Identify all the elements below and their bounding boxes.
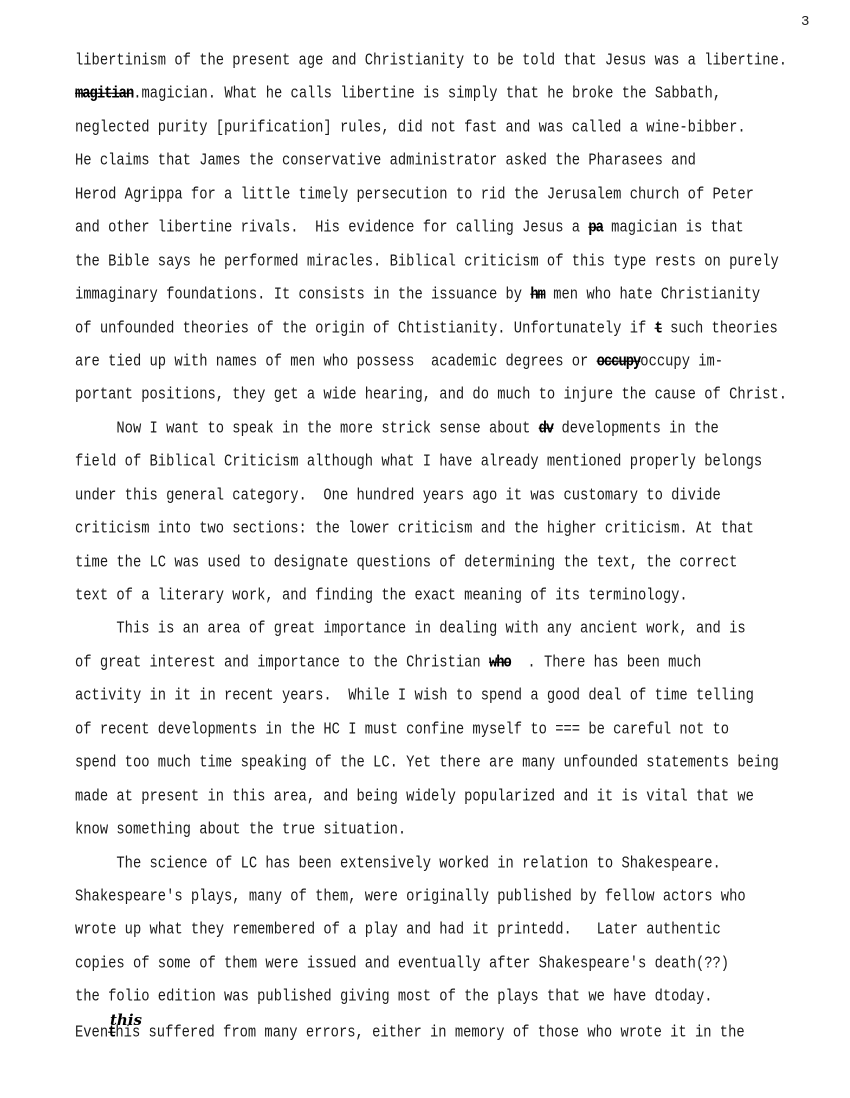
line-text: This is an area of great importance in dealing with any ancient work, and is bbox=[75, 620, 746, 639]
text-line bbox=[75, 951, 835, 979]
text-line bbox=[75, 349, 835, 377]
page-number: 3 bbox=[801, 14, 810, 30]
text-line bbox=[75, 315, 835, 343]
text-line bbox=[75, 483, 835, 511]
struck-text: t bbox=[108, 1024, 116, 1043]
text-line bbox=[75, 750, 835, 778]
line-text: Even bbox=[75, 1024, 109, 1043]
text-line bbox=[75, 248, 835, 276]
text-line bbox=[75, 783, 835, 811]
line-text: neglected purity [purification] rules, did not fast and was called a wine-bibber. bbox=[75, 119, 746, 138]
line-text: the folio edition was published giving most of the plays that we have dtoday. bbox=[75, 988, 713, 1007]
line-text: the Bible says he performed miracles. Biblical criticism of this type rests on purely bbox=[75, 253, 779, 271]
text-line bbox=[75, 917, 835, 945]
text-line bbox=[75, 416, 835, 444]
text-line bbox=[75, 549, 835, 577]
handwritten-insert: this bbox=[110, 1011, 142, 1029]
line-text: Herod Agrippa for a little timely persecution to rid the Jerusalem church of Peter bbox=[75, 186, 754, 205]
text-line bbox=[75, 382, 835, 410]
line-text: know something about the true situation. bbox=[75, 821, 407, 840]
line-text: activity in it in recent years. While I wish to spend a good deal of time telling bbox=[75, 687, 754, 706]
text-line bbox=[75, 449, 835, 477]
text-line bbox=[75, 850, 835, 878]
line-text: copies of some of them were issued and eventually after Shakespeare's death(??) bbox=[75, 955, 730, 974]
line-text: made at present in this area, and being widely popularized and it is vital that we bbox=[75, 788, 754, 806]
line-text: of recent developments in the HC I must confine myself to === be careful not to bbox=[75, 721, 730, 740]
struck-text: hm bbox=[530, 286, 545, 305]
text-line bbox=[75, 516, 835, 544]
line-text: portant positions, they get a wide hearing, and do much to injure the cause of Christ. bbox=[75, 386, 788, 405]
text-line bbox=[75, 984, 835, 1012]
text-line bbox=[75, 1020, 835, 1048]
line-text: men who hate Christianity bbox=[544, 286, 761, 305]
struck-text: occupy bbox=[596, 353, 641, 372]
text-line bbox=[75, 81, 835, 109]
line-text: wrote up what they remembered of a play and had it printedd. Later authentic bbox=[75, 921, 721, 940]
text-line bbox=[75, 817, 835, 845]
text-line bbox=[75, 215, 835, 243]
line-text: and other libertine rivals. His evidence for calling Jesus a bbox=[75, 219, 589, 238]
text-line bbox=[75, 650, 835, 678]
struck-text: who bbox=[488, 654, 511, 673]
text-line bbox=[75, 182, 835, 210]
line-text: developments in the bbox=[553, 420, 719, 439]
line-text: text of a literary work, and finding the exact meaning of its terminology. bbox=[75, 587, 688, 606]
line-text: The science of LC has been extensively worked in relation to Shakespeare. bbox=[75, 855, 721, 873]
line-text: Now I want to speak in the more strick sense about bbox=[75, 420, 539, 439]
line-text: such theories bbox=[661, 320, 778, 338]
line-text: criticism into two sections: the lower criticism and the higher criticism. At that bbox=[75, 520, 754, 539]
line-text: spend too much time speaking of the LC. Yet there are many unfounded statements being bbox=[75, 754, 779, 773]
line-text: are tied up with names of men who possess academic degrees or bbox=[75, 353, 597, 372]
line-text: of great interest and importance to the Christian bbox=[75, 654, 489, 673]
text-line bbox=[75, 115, 835, 143]
line-text: of unfounded theories of the origin of Chtistianity. Unfortunately if bbox=[75, 320, 655, 338]
line-text: under this general category. One hundred years ago it was customary to divide bbox=[75, 487, 721, 505]
struck-text: magitian bbox=[75, 85, 134, 104]
struck-text: dv bbox=[538, 420, 554, 439]
line-text: field of Biblical Criticism although what I have already mentioned properly belongs bbox=[75, 453, 763, 472]
text-line bbox=[75, 717, 835, 745]
line-text: .magician. What he calls libertine is simply that he broke the Sabbath, bbox=[133, 85, 722, 104]
line-text: libertinism of the present age and Christianity to be told that Jesus was a libertine. bbox=[75, 52, 788, 71]
line-text: Shakespeare's plays, many of them, were originally published by fellow actors who bbox=[75, 888, 746, 907]
line-text: his suffered from many errors, either in memory of those who wrote it in the bbox=[115, 1024, 745, 1043]
text-line bbox=[75, 884, 835, 912]
document-body bbox=[75, 50, 835, 1056]
text-line bbox=[75, 583, 835, 611]
text-line bbox=[75, 282, 835, 310]
line-text: immaginary foundations. It consists in the issuance by bbox=[75, 286, 531, 305]
line-text: . There has been much bbox=[510, 654, 702, 673]
text-line bbox=[75, 616, 835, 644]
text-line bbox=[75, 48, 835, 76]
struck-text: pa bbox=[588, 219, 603, 238]
text-line bbox=[75, 683, 835, 711]
line-text: magician is that bbox=[602, 219, 744, 238]
text-line bbox=[75, 148, 835, 176]
struck-text: t bbox=[654, 320, 662, 338]
line-text: occupy im- bbox=[640, 353, 724, 372]
line-text: He claims that James the conservative administrator asked the Pharasees and bbox=[75, 152, 696, 171]
line-text: time the LC was used to designate questions of determining the text, the correct bbox=[75, 554, 738, 572]
